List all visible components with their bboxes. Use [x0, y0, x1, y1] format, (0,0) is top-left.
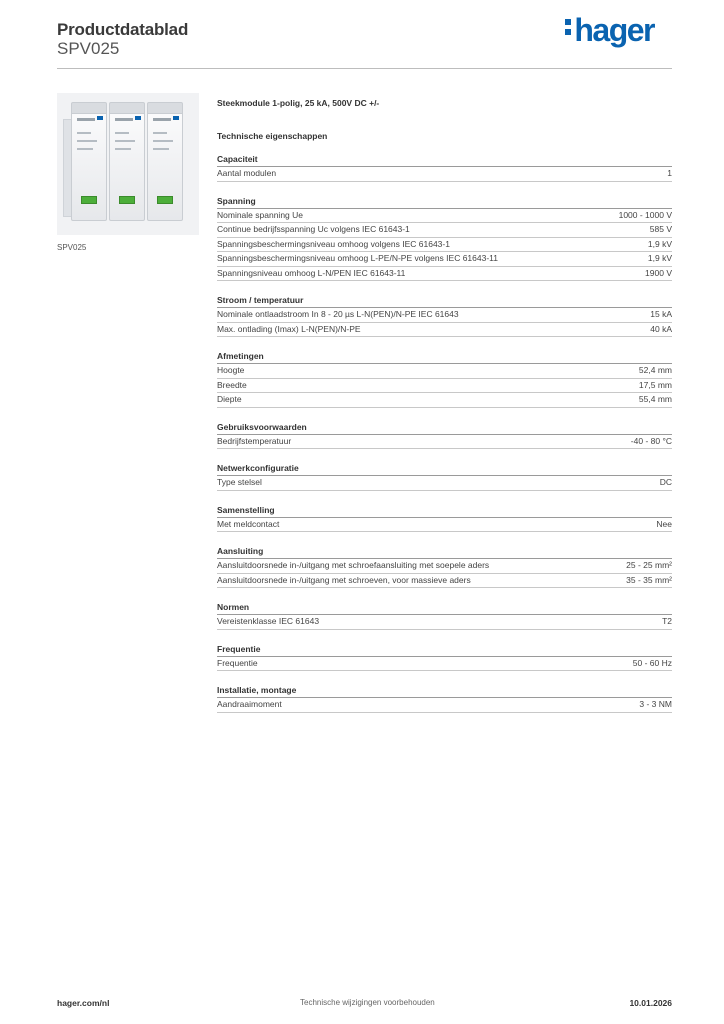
section-title: Aansluiting [217, 546, 672, 559]
module-3 [147, 109, 183, 221]
section-title: Frequentie [217, 644, 672, 657]
spec-row [217, 393, 672, 408]
spec-sections [217, 154, 672, 713]
tech-heading: Technische eigenschappen [217, 131, 328, 141]
spec-label: Nominale spanning Ue [217, 209, 303, 220]
spec-section [217, 196, 672, 282]
section-title: Installatie, montage [217, 685, 672, 698]
spec-label: Aandraaimoment [217, 699, 282, 709]
spec-section [217, 422, 672, 450]
spec-label: Spanningsbeschermingsniveau omhoog volgens IEC 61643-1 [217, 238, 450, 249]
section-title: Normen [217, 602, 672, 615]
spec-row [217, 379, 672, 394]
spec-value: 25 - 25 mm² [626, 560, 672, 570]
spec-row [217, 615, 672, 630]
spec-value: 52,4 mm [638, 365, 672, 375]
section-title: Samenstelling [217, 505, 672, 518]
spec-content [217, 98, 672, 713]
spec-value: T2 [662, 616, 672, 626]
spec-label: Aansluitdoorsnede in-/uitgang met schroeven, voor massieve aders [217, 574, 471, 585]
spec-row [217, 657, 672, 672]
footer-website[interactable]: hager.com/nl [57, 998, 110, 1008]
spec-row [217, 209, 672, 224]
spec-label: Hoogte [217, 365, 245, 375]
spec-label: Type stelsel [217, 477, 262, 487]
product-code: SPV025 [57, 39, 120, 58]
spec-value: 1,9 kV [647, 253, 672, 263]
image-caption: SPV025 [57, 243, 87, 252]
spec-value: DC [659, 477, 672, 487]
spec-value: 40 kA [650, 323, 672, 334]
logo-text: hager [574, 12, 654, 48]
spec-section [217, 602, 672, 630]
spec-row [217, 252, 672, 267]
section-title: Netwerkconfiguratie [217, 463, 672, 476]
spec-row [217, 698, 672, 713]
spec-label: Aansluitdoorsnede in-/uitgang met schroefaansluiting met soepele aders [217, 560, 490, 570]
spec-label: Vereistenklasse IEC 61643 [217, 616, 320, 626]
spec-label: Diepte [217, 394, 242, 404]
spec-label: Spanningsniveau omhoog L-N/PEN IEC 61643-11 [217, 267, 406, 278]
spec-row [217, 238, 672, 253]
spec-value: 50 - 60 Hz [632, 657, 672, 668]
spec-section [217, 685, 672, 713]
spec-section [217, 546, 672, 588]
spec-label: Frequentie [217, 657, 258, 668]
spec-value: 1,9 kV [647, 238, 672, 249]
spec-row [217, 223, 672, 238]
page-title: Productdatablad [57, 20, 189, 39]
spec-label: Met meldcontact [217, 518, 280, 529]
spec-label: Bedrijfstemperatuur [217, 435, 292, 446]
section-title: Spanning [217, 196, 672, 209]
spec-section [217, 295, 672, 337]
spec-value: 55,4 mm [638, 394, 672, 404]
product-headline: Steekmodule 1-polig, 25 kA, 500V DC +/- [217, 98, 380, 108]
spec-section [217, 505, 672, 533]
spec-row [217, 435, 672, 450]
spec-label: Aantal modulen [217, 168, 277, 178]
module-2 [109, 109, 145, 221]
spec-row [217, 167, 672, 182]
status-window-icon [81, 196, 97, 204]
section-title: Stroom / temperatuur [217, 295, 672, 308]
spec-value: 1000 - 1000 V [618, 209, 672, 220]
spec-row [217, 574, 672, 589]
spec-value: Nee [656, 518, 672, 529]
spec-label: Max. ontlading (Imax) L-N(PEN)/N-PE [217, 323, 361, 334]
status-window-icon [157, 196, 173, 204]
footer-disclaimer: Technische wijzigingen voorbehouden [300, 998, 435, 1007]
spec-label: Breedte [217, 379, 247, 390]
spec-value: 1 [667, 168, 672, 178]
spec-row [217, 323, 672, 338]
spec-label: Nominale ontlaadstroom In 8 - 20 µs L-N(PEN)/N-PE IEC 61643 [217, 309, 459, 319]
spec-section [217, 463, 672, 491]
spec-row [217, 476, 672, 491]
spec-value: 17,5 mm [638, 379, 672, 390]
spec-label: Spanningsbeschermingsniveau omhoog L-PE/N-PE volgens IEC 61643-11 [217, 253, 498, 263]
module-1 [71, 109, 107, 221]
spec-row [217, 518, 672, 533]
spec-value: 35 - 35 mm² [626, 574, 672, 585]
spec-row [217, 267, 672, 282]
spec-row [217, 559, 672, 574]
spec-value: 15 kA [650, 309, 672, 319]
hager-logo[interactable] [565, 12, 654, 49]
status-window-icon [119, 196, 135, 204]
footer-date: 10.01.2026 [629, 998, 672, 1008]
spec-row [217, 308, 672, 323]
header-divider [57, 68, 672, 69]
spec-value: -40 - 80 °C [630, 435, 672, 446]
spec-label: Continue bedrijfsspanning Uc volgens IEC 61643-1 [217, 224, 410, 234]
section-title: Capaciteit [217, 154, 672, 167]
section-title: Gebruiksvoorwaarden [217, 422, 672, 435]
spec-value: 585 V [649, 224, 672, 234]
spec-row [217, 364, 672, 379]
spec-value: 1900 V [645, 267, 672, 278]
spec-value: 3 - 3 NM [639, 699, 672, 709]
spec-section [217, 154, 672, 182]
spec-section [217, 351, 672, 408]
spec-section [217, 644, 672, 672]
section-title: Afmetingen [217, 351, 672, 364]
product-image [57, 93, 199, 235]
